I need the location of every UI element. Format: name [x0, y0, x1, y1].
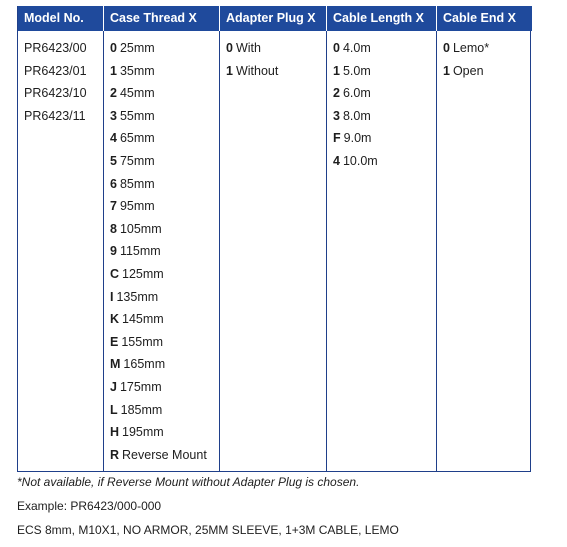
option-code: 5 — [110, 153, 117, 168]
option-value: 155mm — [121, 334, 164, 349]
option-value: 35mm — [119, 63, 155, 78]
option-code: 1 — [110, 63, 117, 78]
case-thread-item — [110, 82, 219, 105]
option-value: 5.0m — [342, 63, 371, 78]
option-value: 75mm — [119, 153, 155, 168]
case-thread-item — [110, 308, 219, 331]
cable-length-item — [333, 37, 436, 60]
case-thread-item — [110, 37, 219, 60]
case-thread-item — [110, 150, 219, 173]
option-value: Lemo* — [452, 41, 490, 55]
option-value: 85mm — [119, 176, 155, 191]
ordering-table — [17, 6, 531, 472]
option-value: Without — [235, 63, 279, 78]
option-value: 25mm — [119, 41, 155, 55]
case-thread-item — [110, 286, 219, 309]
case-thread-item — [110, 127, 219, 150]
header-cable-length: Cable Length X — [326, 6, 436, 31]
option-code: 7 — [110, 199, 117, 214]
column-adapter-plug — [219, 31, 326, 471]
option-code: 0 — [110, 41, 117, 55]
case-thread-item — [110, 331, 219, 354]
case-thread-item — [110, 173, 219, 196]
header-model-no: Model No. — [18, 6, 103, 31]
option-code: R — [110, 447, 120, 462]
option-code: 2 — [110, 86, 117, 101]
option-value: 95mm — [119, 199, 155, 214]
option-value: Reverse Mount — [122, 447, 207, 462]
header-adapter-plug: Adapter Plug X — [219, 6, 326, 31]
option-code: F — [333, 131, 341, 146]
cable-length-item — [333, 82, 436, 105]
example-label: Example: PR6423/000-000 — [17, 499, 162, 513]
option-code: E — [110, 334, 119, 349]
option-code: 0 — [443, 41, 450, 55]
example-description: ECS 8mm, M10X1, NO ARMOR, 25MM SLEEVE, 1+3M CABLE, LEMO — [17, 523, 399, 537]
option-value: 105mm — [119, 221, 162, 236]
option-code: 3 — [333, 108, 340, 123]
option-value: 10.0m — [342, 153, 378, 168]
option-value: 125mm — [122, 266, 164, 281]
option-code: 9 — [110, 244, 117, 259]
option-value: 65mm — [119, 131, 155, 146]
case-thread-item — [110, 218, 219, 241]
adapter-plug-item — [226, 60, 326, 83]
case-thread-item — [110, 263, 219, 286]
option-value: 4.0m — [342, 41, 371, 55]
option-code: 1 — [333, 63, 340, 78]
option-value: 45mm — [119, 86, 155, 101]
cable-end-item — [443, 60, 532, 83]
option-value: 165mm — [123, 357, 166, 372]
column-cable-end — [436, 31, 532, 471]
option-code: 0 — [226, 41, 233, 55]
option-value: 185mm — [120, 402, 163, 417]
option-value: 145mm — [122, 312, 164, 327]
option-code: L — [110, 402, 118, 417]
model-item: PR6423/11 — [24, 108, 86, 123]
option-code: J — [110, 379, 117, 394]
option-value: 55mm — [119, 108, 155, 123]
option-code: 4 — [110, 131, 117, 146]
model-item: PR6423/10 — [24, 86, 87, 101]
option-code: 0 — [333, 41, 340, 55]
cable-length-item — [333, 150, 436, 173]
option-value: 195mm — [122, 425, 164, 440]
option-code: K — [110, 312, 120, 327]
option-code: C — [110, 266, 120, 281]
case-thread-item — [110, 399, 219, 422]
option-code: 1 — [226, 63, 233, 78]
cable-length-item — [333, 60, 436, 83]
case-thread-item — [110, 421, 219, 444]
header-cable-end: Cable End X — [436, 6, 532, 31]
adapter-plug-item — [226, 37, 326, 60]
option-code: 2 — [333, 86, 340, 101]
header-case-thread: Case Thread X — [103, 6, 219, 31]
case-thread-item — [110, 195, 219, 218]
option-value: Open — [452, 63, 484, 78]
option-code: 1 — [443, 63, 450, 78]
option-value: With — [235, 41, 261, 55]
ordering-table-sheet — [17, 6, 531, 537]
column-cable-length — [326, 31, 436, 471]
cable-length-item — [333, 105, 436, 128]
footnote: *Not available, if Reverse Mount without Adapter Plug is chosen. — [17, 475, 360, 489]
case-thread-item — [110, 105, 219, 128]
option-value: 9.0m — [343, 131, 372, 146]
case-thread-item — [110, 60, 219, 83]
option-value: 6.0m — [342, 86, 371, 101]
cable-length-item — [333, 127, 436, 150]
case-thread-item — [110, 353, 219, 376]
option-code: 6 — [110, 176, 117, 191]
case-thread-item — [110, 376, 219, 399]
option-value: 8.0m — [342, 108, 371, 123]
case-thread-item — [110, 444, 219, 467]
cable-end-item — [443, 37, 532, 60]
case-thread-item — [110, 240, 219, 263]
option-code: 8 — [110, 221, 117, 236]
option-code: H — [110, 425, 120, 440]
option-code: 3 — [110, 108, 117, 123]
column-case-thread — [103, 31, 219, 471]
model-item: PR6423/00 — [24, 41, 87, 55]
column-model-no — [18, 31, 103, 471]
option-value: 135mm — [116, 289, 159, 304]
option-value: 175mm — [119, 379, 162, 394]
model-item: PR6423/01 — [24, 63, 87, 78]
option-code: I — [110, 289, 114, 304]
option-value: 115mm — [119, 244, 161, 259]
notes-section — [17, 470, 537, 542]
option-code: M — [110, 357, 121, 372]
option-code: 4 — [333, 153, 340, 168]
